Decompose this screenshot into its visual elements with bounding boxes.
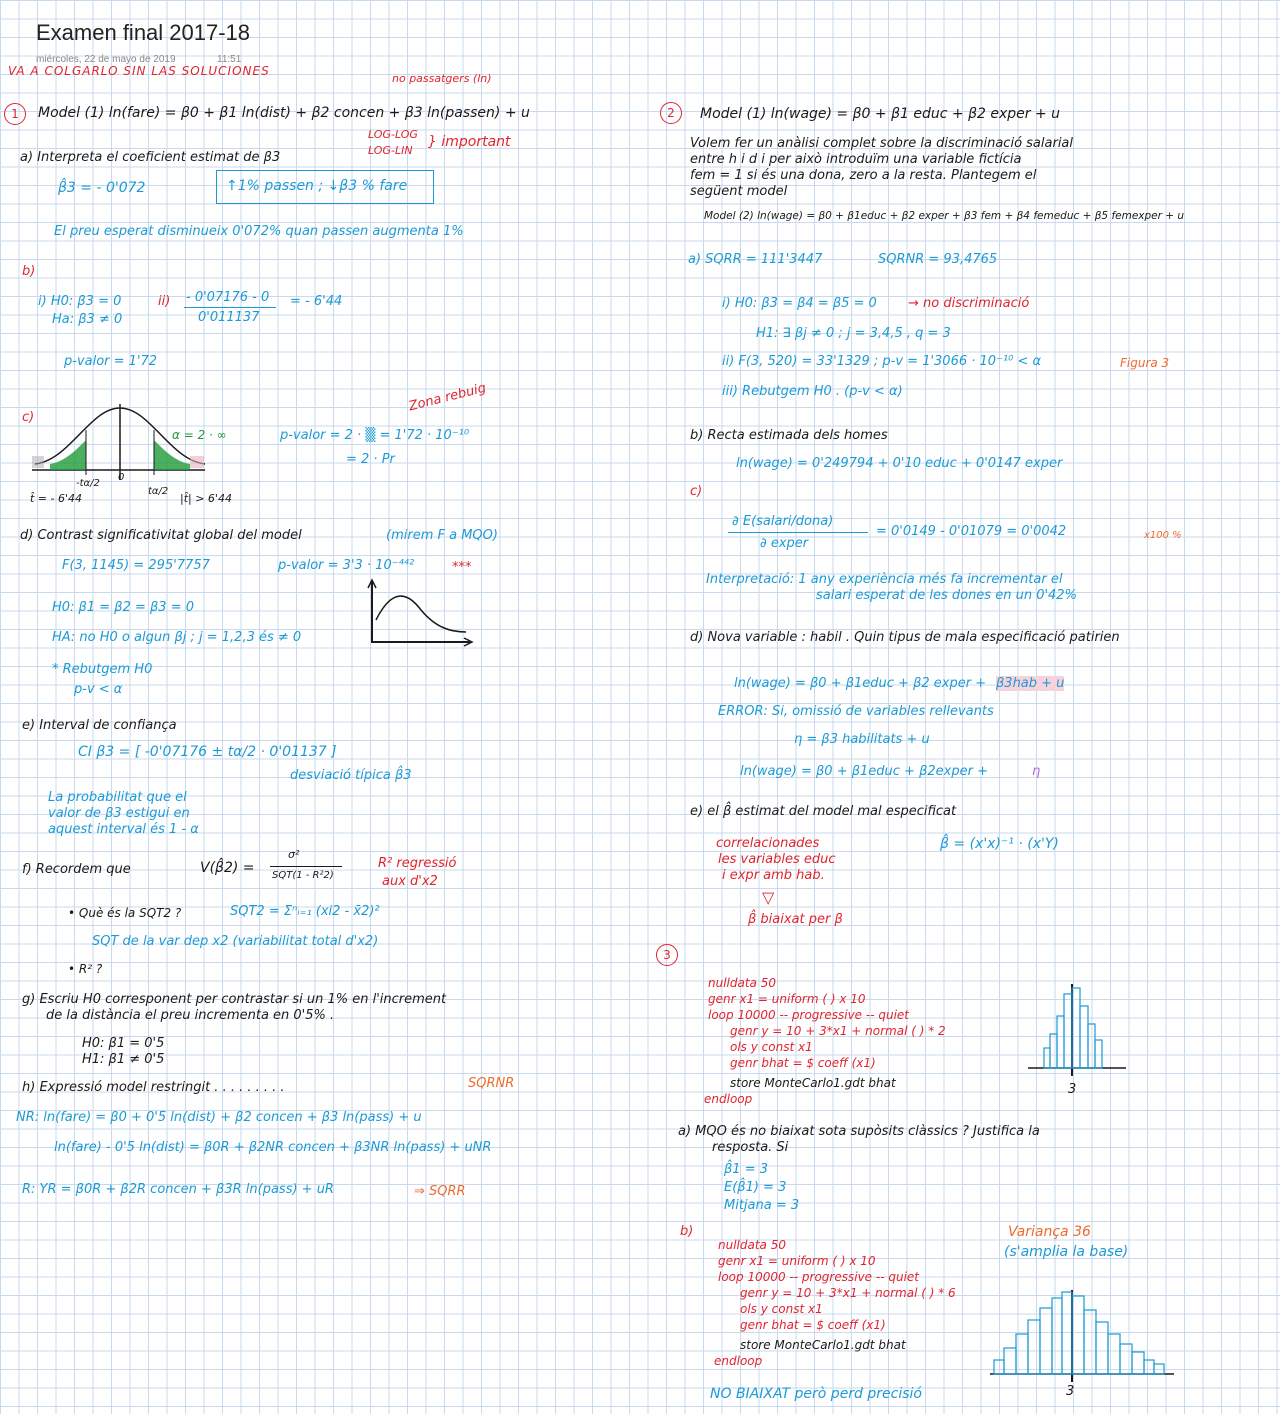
histogram-1-label: 3 xyxy=(1068,1082,1077,1097)
q1h-unrestricted: NR: ln(fare) = β0 + 0'5 ln(dist) + β2 concen + β3 ln(pass) + u xyxy=(16,1110,422,1125)
q1d-fstat: F(3, 1145) = 295'7757 xyxy=(62,558,210,573)
q2e-corr-3: i expr amb hab. xyxy=(722,868,825,883)
q1h-unrestricted-2: ln(fare) - 0'5 ln(dist) = β0R + β2NR concen + β3NR ln(pass) + uNR xyxy=(54,1140,492,1155)
q1b-h0: i) H0: β3 = 0 xyxy=(38,294,122,309)
q1e-std-note: desviació típica β̂3 xyxy=(290,768,412,783)
q2c-fraction-bar xyxy=(728,532,868,533)
q1f-denominator: SQT(1 - R²2) xyxy=(272,870,334,881)
q1a-answer: El preu esperat disminueix 0'072% quan passen augmenta 1% xyxy=(54,224,464,239)
q2a-sqrnr: SQRNR = 93,4765 xyxy=(878,252,998,267)
q2-intro-1: Volem fer un anàlisi complet sobre la discriminació salarial xyxy=(690,136,1074,151)
q2c-x100: x100 % xyxy=(1144,530,1182,541)
q1d-note: (mirem F a MQO) xyxy=(386,528,498,543)
question-2-marker: 2 xyxy=(660,102,682,124)
q3a-heading: a) MQO és no biaixat sota supòsits clàssics ? Justifica la xyxy=(678,1124,1040,1139)
model-1-equation: Model (1) ln(fare) = β0 + β1 ln(dist) + β2 concen + β3 ln(passen) + u xyxy=(38,105,530,121)
q1g-h0: H0: β1 = 0'5 xyxy=(82,1036,165,1051)
q2d-equation: ln(wage) = β0 + β1educ + β2 exper + xyxy=(734,676,987,691)
q1d-pv: p-v < α xyxy=(74,682,123,697)
q2d-equation-2: ln(wage) = β0 + β1educ + β2exper + xyxy=(740,764,988,779)
q1f-aux-note: aux d'x2 xyxy=(382,874,438,889)
q1f-r2-note: R² regressió xyxy=(378,856,457,871)
q1c-pos-t: tα/2 xyxy=(148,486,169,497)
q3a-heading-2: resposta. Si xyxy=(712,1140,789,1155)
q1e-text-1: La probabilitat que el xyxy=(48,790,187,805)
passatgers-note: no passatgers (ln) xyxy=(392,72,492,85)
q1e-text-3: aquest interval és 1 - α xyxy=(48,822,199,837)
q1c-pvalue: p-valor = 2 · ▒ = 1'72 · 10⁻¹⁰ xyxy=(280,428,470,443)
q2b-equation: ln(wage) = 0'249794 + 0'10 educ + 0'0147 exper xyxy=(736,456,1063,471)
q2c-interpretation-1: Interpretació: 1 any experiència més fa incrementar el xyxy=(706,572,1063,587)
q3-code-7: store MonteCarlo1.gdt bhat xyxy=(730,1076,896,1090)
q1b-fraction-bar xyxy=(184,307,276,308)
q2c-denominator: ∂ exper xyxy=(760,536,809,551)
q1f-sqt-desc: SQT de la var dep x2 (variabilitat total d'x2) xyxy=(92,934,379,949)
page-time: 11:51 xyxy=(217,54,242,65)
q3-code-2: genr x1 = uniform ( ) x 10 xyxy=(708,992,866,1006)
q1h-heading: h) Expressió model restringit . . . . . . . . . xyxy=(22,1080,285,1095)
q2a-sqrr: a) SQRR = 111'3447 xyxy=(688,252,823,267)
page-date: miércoles, 22 de mayo de 2019 xyxy=(36,54,176,65)
q3b-code-6: genr bhat = $ coeff (x1) xyxy=(740,1318,886,1332)
q1f-sqt-formula: SQT2 = Σⁿᵢ₌₁ (xi2 - x̄2)² xyxy=(230,904,380,919)
q1d-heading: d) Contrast significativitat global del model xyxy=(20,528,302,543)
q1c-heading: c) xyxy=(22,410,35,425)
q1g-heading-2: de la distància el preu incrementa en 0'5% . xyxy=(46,1008,335,1023)
q1c-alpha: α = 2 · ∞ xyxy=(172,428,227,442)
q2d-eta-2: η xyxy=(1032,764,1041,779)
q2d-eta: η = β3 habilitats + u xyxy=(794,732,930,747)
q3-code-4: genr y = 10 + 3*x1 + normal ( ) * 2 xyxy=(730,1024,946,1038)
q3a-mean: Mitjana = 3 xyxy=(724,1198,800,1213)
loglog-label: LOG-LOG xyxy=(368,128,418,141)
q2c-numerator: ∂ E(salari/dona) xyxy=(732,514,834,529)
q3-code-1: nulldata 50 xyxy=(708,976,776,990)
q1h-sqrnr: SQRNR xyxy=(468,1076,515,1091)
q3a-beta: β̂1 = 3 xyxy=(724,1162,768,1177)
q2-intro-4: següent model xyxy=(690,184,788,199)
q1f-heading: f) Recordem que xyxy=(22,862,131,877)
q3a-expectation: E(β̂1) = 3 xyxy=(724,1180,787,1195)
q2e-biased: β̂ biaixat per β xyxy=(748,912,843,927)
q1c-t-stat: t̂ = - 6'44 xyxy=(30,492,83,505)
q2a-h0: i) H0: β3 = β4 = β5 = 0 xyxy=(722,296,877,311)
q1g-h1: H1: β1 ≠ 0'5 xyxy=(82,1052,165,1067)
q1d-h0: H0: β1 = β2 = β3 = 0 xyxy=(52,600,195,615)
q2b-heading: b) Recta estimada dels homes xyxy=(690,428,888,443)
q1b-ii: ii) xyxy=(158,294,171,309)
q2a-figure: Figura 3 xyxy=(1120,356,1170,370)
q1b-pvalue: p-valor = 1'72 xyxy=(64,354,158,369)
q2c-heading: c) xyxy=(690,484,703,499)
q1c-neg-t: -tα/2 xyxy=(76,478,100,489)
page-title: Examen final 2017-18 xyxy=(36,20,251,45)
q1d-ha: HA: no H0 o algun βj ; j = 1,2,3 és ≠ 0 xyxy=(52,630,302,645)
q3b-code-7: store MonteCarlo1.gdt bhat xyxy=(740,1338,906,1352)
q1f-sqt-question: • Què és la SQT2 ? xyxy=(68,906,182,920)
q1f-r2-question: • R² ? xyxy=(68,962,103,976)
q2e-down-arrow: ▽ xyxy=(762,888,775,907)
q1c-pr: = 2 · Pr xyxy=(346,452,395,467)
histogram-sigma-6 xyxy=(990,1290,1176,1386)
q1d-reject: * Rebutgem H0 xyxy=(52,662,153,677)
q3b-code-5: ols y const x1 xyxy=(740,1302,823,1316)
q2e-formula: β̂ = (x'x)⁻¹ · (x'Y) xyxy=(940,836,1059,852)
q3b-code-3: loop 10000 -- progressive -- quiet xyxy=(718,1270,919,1284)
q1a-heading: a) Interpreta el coeficient estimat de β3 xyxy=(20,150,281,165)
q2c-result: = 0'0149 - 0'01079 = 0'0042 xyxy=(876,524,1067,539)
q2-intro-3: fem = 1 si és una dona, zero a la resta. Plantegem el xyxy=(690,168,1037,183)
model-2-full: Model (2) ln(wage) = β0 + β1educ + β2 exper + β3 fem + β4 femeduc + β5 femexper + u xyxy=(704,210,1185,222)
q1e-heading: e) Interval de confiança xyxy=(22,718,177,733)
q3b-code-2: genr x1 = uniform ( ) x 10 xyxy=(718,1254,876,1268)
q1b-numerator: - 0'07176 - 0 xyxy=(186,290,270,305)
q3b-code-4: genr y = 10 + 3*x1 + normal ( ) * 6 xyxy=(740,1286,956,1300)
q1h-sqrr: ⇒ SQRR xyxy=(414,1184,466,1199)
question-1-marker: 1 xyxy=(4,103,26,125)
header-note: VA A COLGARLO SIN LAS SOLUCIONES xyxy=(8,64,270,78)
q3b-code-1: nulldata 50 xyxy=(718,1238,786,1252)
question-3-marker: 3 xyxy=(656,944,678,966)
q1c-abs-t: |t̂| > 6'44 xyxy=(180,492,232,505)
q3-code-5: ols y const x1 xyxy=(730,1040,813,1054)
q1c-rejection-zone: Zona rebuig xyxy=(407,380,488,415)
q2d-error: ERROR: Si, omissió de variables rellevants xyxy=(718,704,994,719)
q1d-pvalue: p-valor = 3'3 · 10⁻⁴⁴² xyxy=(278,558,415,573)
q1b-ha: Ha: β3 ≠ 0 xyxy=(52,312,123,327)
q2e-corr-1: correlacionades xyxy=(716,836,820,851)
q2d-heading: d) Nova variable : habil . Quin tipus de mala especificació patirien xyxy=(690,630,1120,645)
q3b-heading: b) xyxy=(680,1224,694,1239)
q2a-fstat: ii) F(3, 520) = 33'1329 ; p-v = 1'3066 · 10⁻¹⁰ < α xyxy=(722,354,1042,369)
loglin-label: LOG-LIN xyxy=(368,144,413,157)
q3-code-6: genr bhat = $ coeff (x1) xyxy=(730,1056,876,1070)
histogram-2-label: 3 xyxy=(1066,1384,1075,1399)
q2e-heading: e) el β̂ estimat del model mal especificat xyxy=(690,804,957,819)
f-distribution-sketch xyxy=(366,580,476,650)
q1g-heading: g) Escriu H0 corresponent per contrastar si un 1% en l'increment xyxy=(22,992,447,1007)
model-2-equation: Model (1) ln(wage) = β0 + β1 educ + β2 exper + u xyxy=(700,106,1061,122)
q3-code-3: loop 10000 -- progressive -- quiet xyxy=(708,1008,909,1022)
q2e-corr-2: les variables educ xyxy=(718,852,836,867)
histogram-sigma-2 xyxy=(1028,984,1128,1080)
q1d-stars: *** xyxy=(452,560,472,575)
q1e-interval: CI β3 = [ -0'07176 ± tα/2 · 0'01137 ] xyxy=(78,744,337,760)
q2c-interpretation-2: salari esperat de les dones en un 0'42% xyxy=(816,588,1077,603)
q2-intro-2: entre h i d i per això introduïm una variable fictícia xyxy=(690,152,1022,167)
q2a-h1: H1: ∃ βj ≠ 0 ; j = 3,4,5 , q = 3 xyxy=(756,326,951,341)
q3b-code-8: endloop xyxy=(714,1354,763,1368)
q3b-wider-base: (s'amplia la base) xyxy=(1004,1244,1129,1260)
q1c-zero: 0 xyxy=(118,472,125,483)
q3b-variance: Variança 36 xyxy=(1008,1224,1091,1240)
q1a-estimate: β̂3 = - 0'072 xyxy=(58,180,146,196)
q1a-box-text: ↑1% passen ; ↓β3 % fare xyxy=(226,178,408,194)
q3b-conclusion: NO BIAIXAT però perd precisió xyxy=(710,1386,922,1402)
q1b-heading: b) xyxy=(22,264,36,279)
q1f-variance: V(β̂2) = xyxy=(200,860,255,876)
q1f-fraction-bar xyxy=(270,866,342,867)
q1b-result: = - 6'44 xyxy=(290,294,343,309)
q2a-no-discrimination: → no discriminació xyxy=(908,296,1030,311)
q1h-restricted: R: YR = β0R + β2R concen + β3R ln(pass) + uR xyxy=(22,1182,334,1197)
q2d-habil-term: β3hab + u xyxy=(996,676,1065,691)
q1f-numerator: σ² xyxy=(288,848,300,861)
q1e-text-2: valor de β3 estigui en xyxy=(48,806,190,821)
important-label: } important xyxy=(428,134,511,150)
q3-code-8: endloop xyxy=(704,1092,753,1106)
q1b-denominator: 0'011137 xyxy=(198,310,260,325)
q2a-reject: iii) Rebutgem H0 . (p-v < α) xyxy=(722,384,903,399)
